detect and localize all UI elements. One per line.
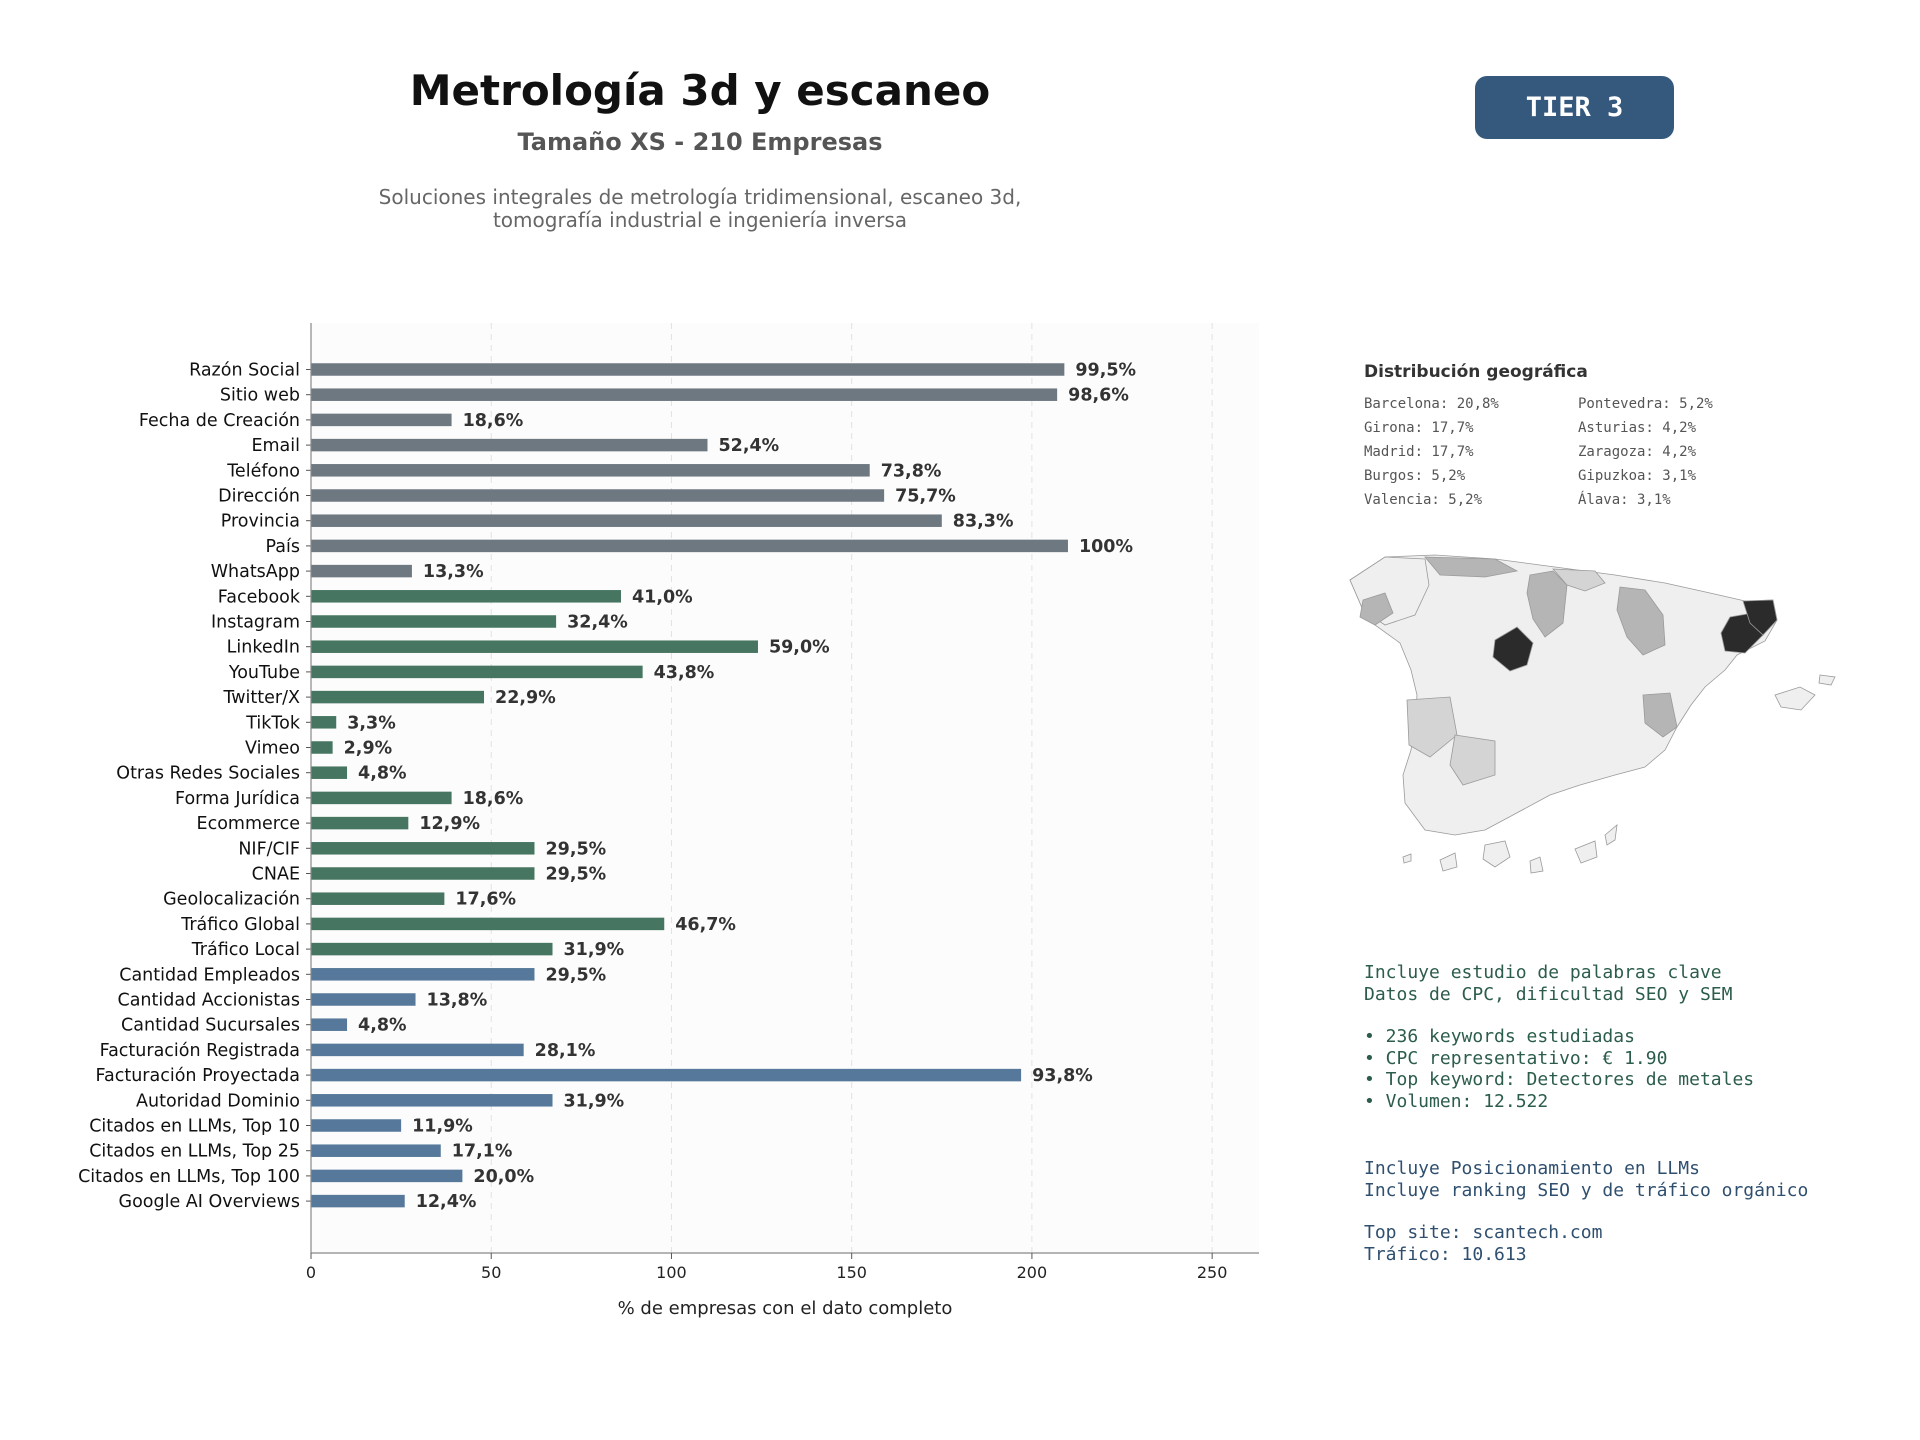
value-label: 73,8%: [880, 461, 942, 482]
geo-item: Barcelona: 20,8%: [1364, 396, 1499, 412]
value-label: 4,8%: [358, 1015, 407, 1036]
value-label: 31,9%: [563, 1091, 625, 1112]
value-label: 29,5%: [545, 965, 607, 986]
bar: [311, 1119, 401, 1132]
value-label: 43,8%: [653, 662, 715, 683]
bar: [311, 1094, 553, 1107]
category-label: Vimeo: [245, 738, 300, 759]
category-label: WhatsApp: [210, 562, 300, 583]
category-label: Twitter/X: [223, 688, 300, 709]
geo-list: [1364, 396, 1824, 508]
bar: [311, 817, 408, 830]
bar: [311, 918, 664, 931]
geo-item: Burgos: 5,2%: [1364, 468, 1466, 484]
bar: [311, 1018, 347, 1030]
value-label: 17,1%: [451, 1141, 513, 1162]
top-site-traffic: Tráfico: 10.613: [1364, 1243, 1527, 1265]
category-label: Forma Jurídica: [175, 788, 300, 809]
value-label: 46,7%: [675, 914, 736, 935]
keywords-bullet: • Volumen: 12.522: [1364, 1090, 1549, 1112]
x-tick-label: 100: [656, 1263, 687, 1282]
value-label: 52,4%: [718, 436, 780, 457]
value-label: 18,6%: [462, 788, 524, 809]
value-label: 75,7%: [895, 486, 956, 507]
category-label: Email: [251, 436, 300, 457]
value-label: 83,3%: [952, 511, 1014, 532]
category-label: Cantidad Sucursales: [121, 1015, 300, 1036]
llm-line: Incluye Posicionamiento en LLMs: [1364, 1158, 1700, 1179]
category-label: Dirección: [218, 486, 300, 507]
geo-title: Distribución geográfica: [1364, 362, 1588, 382]
bar: [311, 1044, 524, 1057]
bar: [311, 968, 534, 981]
map-region-canary: [1403, 825, 1617, 873]
value-label: 12,4%: [415, 1192, 477, 1213]
category-label: NIF/CIF: [238, 839, 300, 860]
value-label: 93,8%: [1032, 1066, 1093, 1087]
category-label: CNAE: [251, 864, 300, 885]
category-label: Ecommerce: [196, 814, 300, 835]
value-label: 2,9%: [343, 738, 393, 759]
bar: [311, 1069, 1021, 1082]
x-tick-label: 250: [1196, 1263, 1228, 1282]
category-label: Citados en LLMs, Top 10: [89, 1116, 300, 1137]
category-label: Teléfono: [227, 461, 300, 482]
bar: [311, 640, 758, 653]
bar: [311, 388, 1057, 401]
geo-item: Madrid: 17,7%: [1364, 444, 1474, 460]
geo-item: Valencia: 5,2%: [1364, 492, 1483, 508]
page-subtitle: Tamaño XS - 210 Empresas: [517, 128, 883, 156]
keywords-bullet: • 236 keywords estudiadas: [1364, 1026, 1635, 1047]
bar: [311, 464, 870, 477]
x-tick-label: 0: [305, 1263, 317, 1282]
geo-item: Álava: 3,1%: [1578, 492, 1671, 508]
geo-item: Gipuzkoa: 3,1%: [1578, 468, 1697, 484]
bar: [311, 792, 452, 805]
bar: [311, 741, 333, 754]
bar: [311, 1170, 462, 1183]
category-label: Cantidad Accionistas: [117, 990, 300, 1011]
top-site: Top site: scantech.com: [1364, 1222, 1603, 1243]
keywords-bullet: • Top keyword: Detectores de metales: [1364, 1069, 1755, 1090]
value-label: 13,3%: [422, 562, 484, 583]
category-label: Tráfico Global: [181, 914, 300, 935]
value-label: 32,4%: [567, 612, 628, 633]
bar: [311, 1144, 441, 1157]
page-title: Metrología 3d y escaneo: [409, 66, 991, 115]
value-label: 31,9%: [563, 940, 625, 961]
description-line: tomografía industrial e ingeniería inversa: [492, 208, 908, 232]
geo-item: Girona: 17,7%: [1364, 420, 1474, 436]
category-label: Sitio web: [219, 385, 300, 406]
category-label: Tráfico Local: [191, 940, 300, 961]
value-label: 11,9%: [412, 1116, 473, 1137]
map-region-balearic: [1775, 675, 1835, 710]
bar: [311, 892, 444, 905]
bar: [311, 514, 942, 527]
bar: [311, 943, 553, 956]
value-label: 98,6%: [1068, 385, 1129, 406]
bar: [311, 716, 336, 729]
bar: [311, 565, 412, 578]
category-label: Fecha de Creación: [138, 410, 300, 431]
category-label: Citados en LLMs, Top 100: [78, 1166, 300, 1187]
category-labels: [78, 361, 311, 1213]
bar: [311, 615, 556, 628]
x-ticks: [306, 1253, 1228, 1282]
bar: [311, 414, 452, 427]
keywords-line: Incluye estudio de palabras clave: [1364, 962, 1722, 983]
bar: [311, 489, 884, 502]
keywords-bullet: • CPC representativo: € 1.90: [1364, 1047, 1668, 1069]
keywords-block: [1364, 962, 1884, 1112]
value-label: 99,5%: [1075, 360, 1137, 381]
category-label: YouTube: [228, 662, 300, 683]
geo-item: Asturias: 4,2%: [1578, 420, 1697, 436]
category-label: Facebook: [217, 587, 300, 608]
category-label: Google AI Overviews: [118, 1192, 300, 1213]
category-label: Facturación Proyectada: [95, 1066, 300, 1087]
category-label: LinkedIn: [226, 637, 300, 658]
x-tick-label: 50: [481, 1263, 502, 1282]
category-label: Citados en LLMs, Top 25: [89, 1141, 300, 1162]
tier-badge: TIER 3: [1475, 76, 1674, 139]
bar: [311, 590, 621, 603]
keywords-line: Datos de CPC, dificultad SEO y SEM: [1364, 983, 1733, 1005]
value-label: 3,3%: [347, 713, 396, 734]
bar: [311, 766, 347, 779]
description-line: Soluciones integrales de metrología tridimensional, escaneo 3d,: [378, 185, 1022, 209]
value-label: 59,0%: [768, 637, 830, 658]
value-label: 28,1%: [534, 1040, 596, 1061]
category-label: Autoridad Dominio: [136, 1091, 300, 1112]
value-label: 22,9%: [495, 688, 556, 709]
x-tick-label: 200: [1016, 1263, 1048, 1282]
bar: [311, 666, 643, 679]
value-label: 13,8%: [426, 990, 488, 1011]
bar: [311, 540, 1068, 553]
spain-map: [1345, 545, 1855, 905]
category-label: Instagram: [210, 612, 300, 633]
category-label: Provincia: [220, 511, 300, 532]
value-label: 4,8%: [358, 763, 407, 784]
plot-background: [311, 323, 1259, 1253]
x-tick-label: 150: [836, 1263, 867, 1282]
value-label: 18,6%: [462, 410, 524, 431]
geo-distribution: [1364, 362, 1824, 508]
bar: [311, 691, 484, 704]
bar: [311, 842, 534, 855]
bar: [311, 1195, 405, 1208]
value-label: 29,5%: [545, 864, 607, 885]
value-label: 12,9%: [419, 814, 481, 835]
geo-item: Pontevedra: 5,2%: [1578, 396, 1713, 412]
category-label: TikTok: [246, 713, 300, 734]
category-label: Cantidad Empleados: [119, 965, 300, 986]
value-label: 29,5%: [545, 839, 607, 860]
category-label: Geolocalización: [163, 889, 300, 910]
value-label: 17,6%: [455, 889, 517, 910]
bar: [311, 363, 1064, 376]
value-label: 100%: [1078, 536, 1134, 557]
category-label: País: [265, 536, 300, 557]
llm-line: Incluye ranking SEO y de tráfico orgánico: [1364, 1179, 1809, 1201]
geo-item: Zaragoza: 4,2%: [1578, 444, 1697, 460]
value-label: 20,0%: [473, 1166, 535, 1187]
bar: [311, 439, 708, 452]
llm-block: [1364, 1158, 1884, 1265]
bar: [311, 993, 416, 1006]
bar: [311, 867, 534, 880]
x-axis-label: % de empresas con el dato completo: [617, 1298, 953, 1319]
category-label: Otras Redes Sociales: [116, 763, 300, 784]
value-label: 41,0%: [631, 587, 693, 608]
category-label: Facturación Registrada: [99, 1040, 300, 1061]
category-label: Razón Social: [189, 360, 300, 381]
